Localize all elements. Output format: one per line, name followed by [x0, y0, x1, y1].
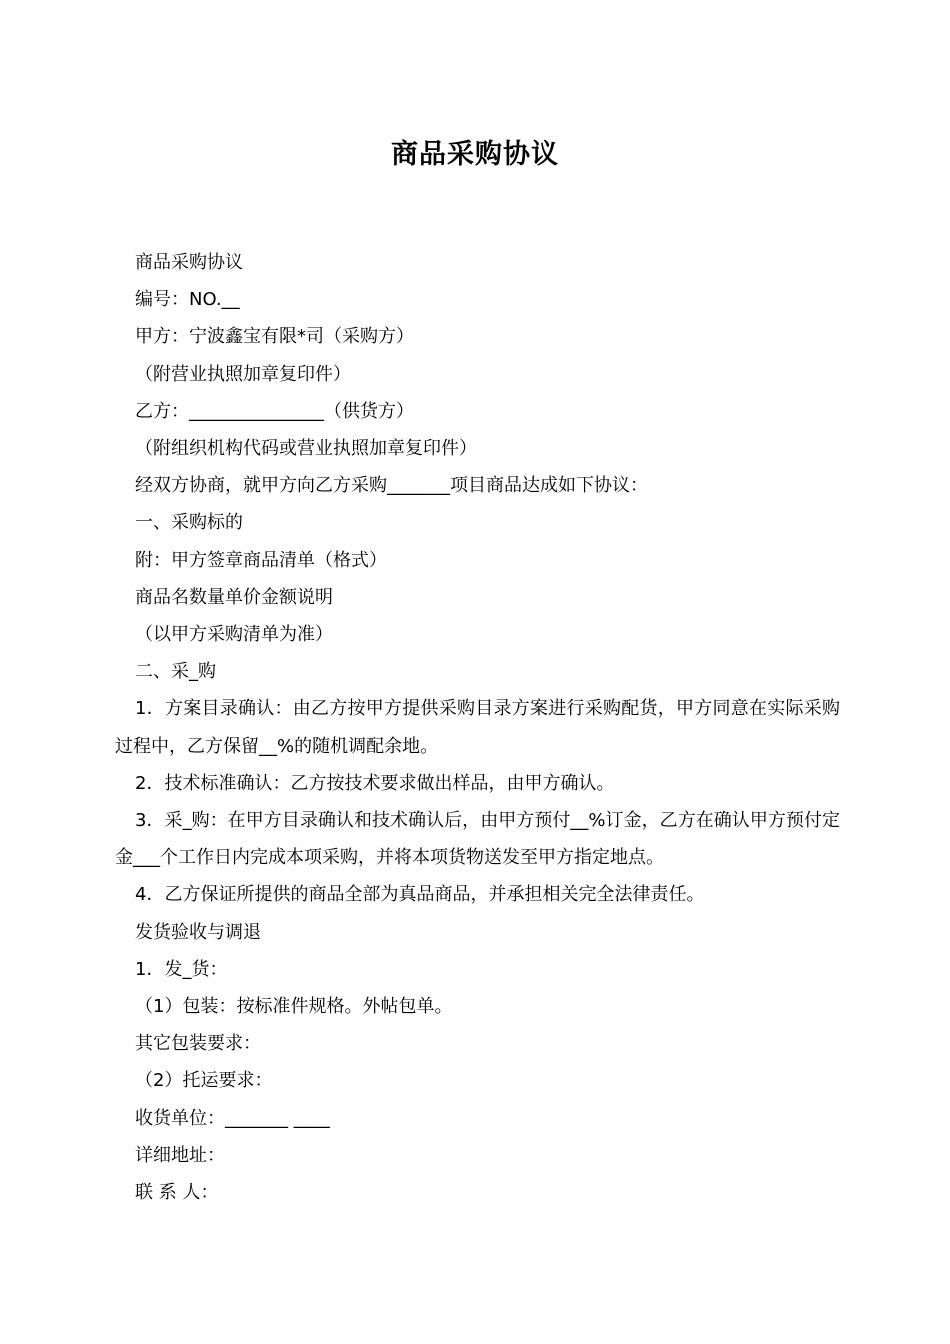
document-paragraph: 甲方：宁波鑫宝有限*司（采购方） [135, 326, 414, 348]
document-paragraph: 一、采购标的 [135, 512, 243, 534]
document-paragraph: 联 系 人： [135, 1182, 219, 1204]
document-title: 商品采购协议 [391, 139, 559, 170]
document-paragraph: 1．方案目录确认：由乙方按甲方提供采购目录方案进行采购配货，甲方同意在实际采购过程中，乙方保留__%的随机调配余地。 [115, 698, 840, 757]
document-paragraph: 乙方：_______________（供货方） [135, 400, 414, 422]
document-paragraph: （1）包装：按标准件规格。外帖包单。 [135, 996, 453, 1018]
document-paragraph: 2．技术标准确认：乙方按技术要求做出样品，由甲方确认。 [135, 772, 615, 794]
document-paragraph: 4．乙方保证所提供的商品全部为真品商品，并承担相关完全法律责任。 [135, 884, 705, 906]
document-paragraph: 收货单位：_______ ____ [135, 1107, 330, 1129]
document-paragraph: （附营业执照加章复印件） [135, 363, 351, 385]
document-paragraph: 附：甲方签章商品清单（格式） [135, 549, 387, 571]
document-paragraph: （附组织机构代码或营业执照加章复印件） [135, 438, 477, 460]
document-paragraph: 详细地址： [135, 1144, 225, 1166]
document-paragraph: 编号：NO.__ [135, 289, 240, 311]
document-body [115, 244, 840, 1211]
document-paragraph: 商品采购协议 [135, 252, 243, 273]
document-paragraph: 发货验收与调退 [135, 921, 261, 943]
document-paragraph: 1．发_货： [135, 958, 228, 980]
document-paragraph: （2）托运要求： [135, 1070, 273, 1092]
document-paragraph: （以甲方采购清单为准） [135, 624, 333, 646]
document-paragraph: 其它包装要求： [135, 1033, 261, 1055]
document-paragraph: 经双方协商，就甲方向乙方采购_______项目商品达成如下协议： [135, 475, 648, 497]
document-paragraph: 商品名数量单价金额说明 [135, 586, 333, 608]
document-paragraph: 二、采_购 [135, 661, 216, 683]
document-paragraph: 3．采_购：在甲方目录确认和技术确认后，由甲方预付__%订金，乙方在确认甲方预付定金___个工作日内完成本项采购，并将本项货物送发至甲方指定地点。 [115, 810, 840, 869]
